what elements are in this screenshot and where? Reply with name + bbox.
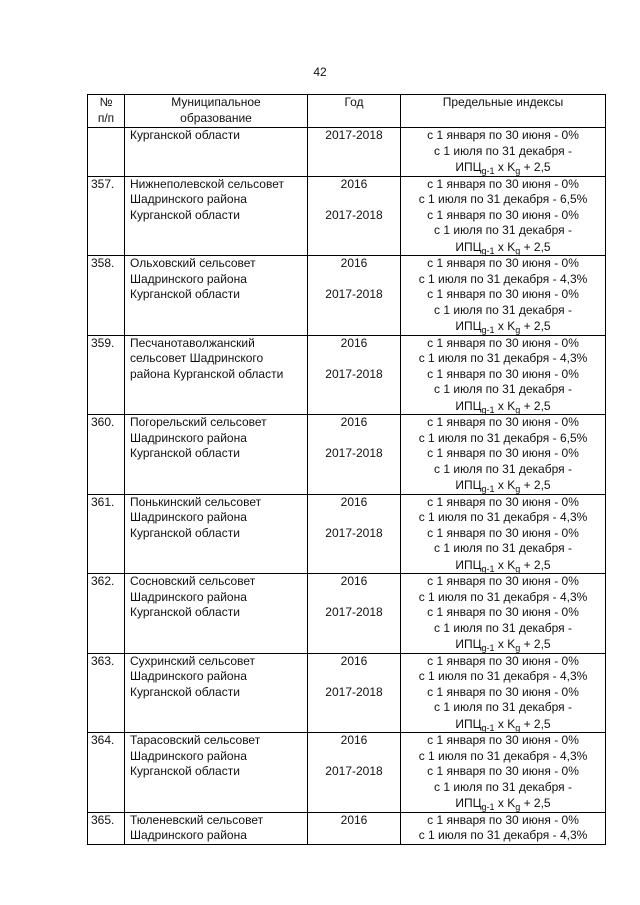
table-row [88,335,606,415]
index-formula: $ИПЦ_{g-1}$ x $K_g + 2,5$ [455,796,551,812]
row-municipality: Тарасовский сельсовет Шадринского района Курганской области [125,733,308,813]
row-index: с 1 января по 30 июня - 0% с 1 июля по 31 декабря - 4,3% с 1 января по 30 июня - 0% с 1 июля по 31 декабря - $ИПЦ_{g-1}$ x $K_g + 2,5$ [401,256,606,336]
row-number: 357. [88,176,125,256]
table-row [88,415,606,495]
row-municipality: Сосновский сельсовет Шадринского района Курганской области [125,574,308,654]
row-year: 2016 2017-2018 [308,574,401,654]
index-formula: $ИПЦ_{g-1}$ x $K_g + 2,5$ [455,398,551,415]
row-number: 363. [88,653,125,733]
table-row [88,256,606,336]
row-index: с 1 января по 30 июня - 0% с 1 июля по 31 декабря - 4,3% с 1 января по 30 июня - 0% с 1 июля по 31 декабря - $ИПЦ_{g-1}$ x $K_g + 2,5$ [401,653,606,733]
row-number: 360. [88,415,125,495]
row-index: с 1 января по 30 июня - 0% с 1 июля по 31 декабря - 4,3% с 1 января по 30 июня - 0% с 1 июля по 31 декабря - $ИПЦ_{g-1}$ x $K_g + 2,5$ [401,335,606,415]
header-limit-index: Предельные индексы [401,95,606,128]
row-year: 2016 2017-2018 [308,176,401,256]
row-index: с 1 января по 30 июня - 0% с 1 июля по 31 декабря - 4,3% [401,812,606,844]
tariff-index-table [87,94,606,845]
row-municipality: Тюленевский сельсовет Шадринского района [125,812,308,844]
row-number: 362. [88,574,125,654]
table-header-row [88,95,606,128]
table-row [88,176,606,256]
row-number: 359. [88,335,125,415]
header-year: Год [308,95,401,128]
row-municipality: Курганской области [125,128,308,177]
index-formula: $ИПЦ_{g-1}$ x $K_g + 2,5$ [455,557,551,574]
index-formula: $ИПЦ_{g-1}$ x $K_g + 2,5$ [455,239,551,256]
row-municipality: Сухринский сельсовет Шадринского района Курганской области [125,653,308,733]
row-number: 365. [88,812,125,844]
row-index: с 1 января по 30 июня - 0% с 1 июля по 31 декабря - $ИПЦ_{g-1}$ x $K_g + 2,5$ [401,128,606,177]
row-number: 361. [88,494,125,574]
row-municipality: Понькинский сельсовет Шадринского района Курганской области [125,494,308,574]
row-index: с 1 января по 30 июня - 0% с 1 июля по 31 декабря - 6,5% с 1 января по 30 июня - 0% с 1 июля по 31 декабря - $ИПЦ_{g-1}$ x $K_g + 2,5$ [401,176,606,256]
row-municipality: Погорельский сельсовет Шадринского района Курганской области [125,415,308,495]
table-row [88,574,606,654]
table-row [88,733,606,813]
page-number: 42 [313,65,327,79]
index-formula: $ИПЦ_{g-1}$ x $K_g + 2,5$ [455,716,551,733]
table-row [88,812,606,844]
row-index: с 1 января по 30 июня - 0% с 1 июля по 31 декабря - 4,3% с 1 января по 30 июня - 0% с 1 июля по 31 декабря - $ИПЦ_{g-1}$ x $K_g + 2,5$ [401,574,606,654]
row-municipality: Песчанотаволжанский сельсовет Шадринского района Курганской области [125,335,308,415]
row-municipality: Нижнеполевской сельсовет Шадринского района Курганской области [125,176,308,256]
header-municipality: Муниципальное образование [125,95,308,128]
row-index: с 1 января по 30 июня - 0% с 1 июля по 31 декабря - 4,3% с 1 января по 30 июня - 0% с 1 июля по 31 декабря - $ИПЦ_{g-1}$ x $K_g + 2,5$ [401,494,606,574]
row-municipality: Ольховский сельсовет Шадринского района Курганской области [125,256,308,336]
row-number [88,128,125,177]
row-year: 2016 2017-2018 [308,494,401,574]
header-number: № п/п [88,95,125,128]
row-number: 364. [88,733,125,813]
row-year: 2017-2018 [308,128,401,177]
row-year: 2016 2017-2018 [308,256,401,336]
row-index: с 1 января по 30 июня - 0% с 1 июля по 31 декабря - 6,5% с 1 января по 30 июня - 0% с 1 июля по 31 декабря - $ИПЦ_{g-1}$ x $K_g + 2,5$ [401,415,606,495]
row-index: с 1 января по 30 июня - 0% с 1 июля по 31 декабря - 4,3% с 1 января по 30 июня - 0% с 1 июля по 31 декабря - $ИПЦ_{g-1}$ x $K_g + 2,5$ [401,733,606,813]
index-formula: $ИПЦ_{g-1}$ x $K_g + 2,5$ [455,478,551,494]
row-number: 358. [88,256,125,336]
table-row [88,494,606,574]
row-year: 2016 2017-2018 [308,733,401,813]
row-year: 2016 [308,812,401,844]
row-year: 2016 2017-2018 [308,653,401,733]
table-row [88,128,606,177]
row-year: 2016 2017-2018 [308,415,401,495]
table-row [88,653,606,733]
index-formula: $ИПЦ_{g-1}$ x $K_g + 2,5$ [455,160,551,176]
index-formula: $ИПЦ_{g-1}$ x $K_g + 2,5$ [455,319,551,335]
row-year: 2016 2017-2018 [308,335,401,415]
index-formula: $ИПЦ_{g-1}$ x $K_g + 2,5$ [455,637,551,653]
